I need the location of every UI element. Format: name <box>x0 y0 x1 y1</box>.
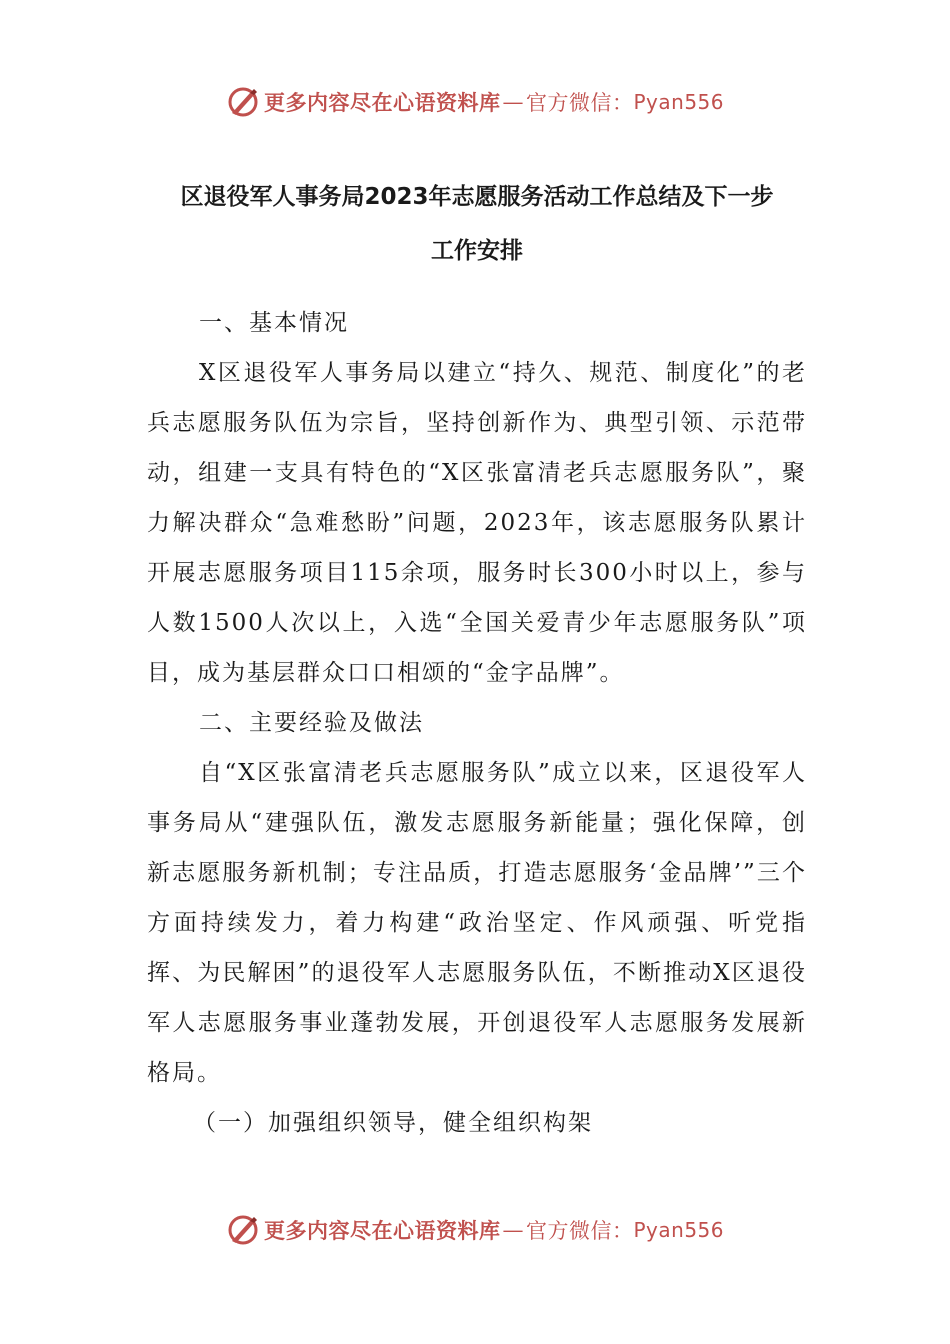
document-title-line-2: 工作安排 <box>431 238 523 264</box>
subsection-1-heading: （一）加强组织领导，健全组织构架 <box>193 1110 593 1136</box>
banner-brand-text: 更多内容尽在心语资料库 <box>263 1218 501 1243</box>
section-2-heading: 二、主要经验及做法 <box>199 710 424 736</box>
banner-wechat-id: Pyan556 <box>633 1218 724 1242</box>
banner-wechat-id: Pyan556 <box>633 90 724 114</box>
banner-brand-text: 更多内容尽在心语资料库 <box>263 90 501 115</box>
document-title-line-1: 区退役军人事务局2023年志愿服务活动工作总结及下一步 <box>180 184 774 210</box>
banner-separator: — <box>502 1218 524 1242</box>
section-2-paragraph: 自“X区张富清老兵志愿服务队”成立以来，区退役军人事务局从“建强队伍，激发志愿服务新能量；强化保障，创新志愿服务新机制；专注品质，打造志愿服务‘金品牌’”三个方面持续发力，着力构建“政治坚定、作风顽强、听党指挥、为民解困”的退役军人志愿服务队伍，不断推动X区退役军人志愿服务事业蓬勃发展，开创退役军人志愿服务发展新格局。 <box>147 760 807 1086</box>
section-1-paragraph: X区退役军人事务局以建立“持久、规范、制度化”的老兵志愿服务队伍为宗旨，坚持创新作为、典型引领、示范带动，组建一支具有特色的“X区张富清老兵志愿服务队”，聚力解决群众“急难愁盼”问题，2023年，该志愿服务队累计开展志愿服务项目115余项，服务时长300小时以上，参与人数1500人次以上，入选“全国关爱青少年志愿服务队”项目，成为基层群众口口相颂的“金字品牌”。 <box>147 360 807 686</box>
banner-separator: — <box>502 90 524 114</box>
banner-wechat-label: 官方微信： <box>525 91 634 115</box>
section-1-heading: 一、基本情况 <box>199 310 349 336</box>
document-title <box>133 170 821 278</box>
document-body <box>147 170 807 1148</box>
footer-watermark-banner <box>0 1210 950 1250</box>
header-watermark-banner <box>0 82 950 122</box>
banner-wechat-label: 官方微信： <box>525 1219 634 1243</box>
pen-circle-icon <box>226 85 260 119</box>
pen-circle-icon <box>226 1213 260 1247</box>
